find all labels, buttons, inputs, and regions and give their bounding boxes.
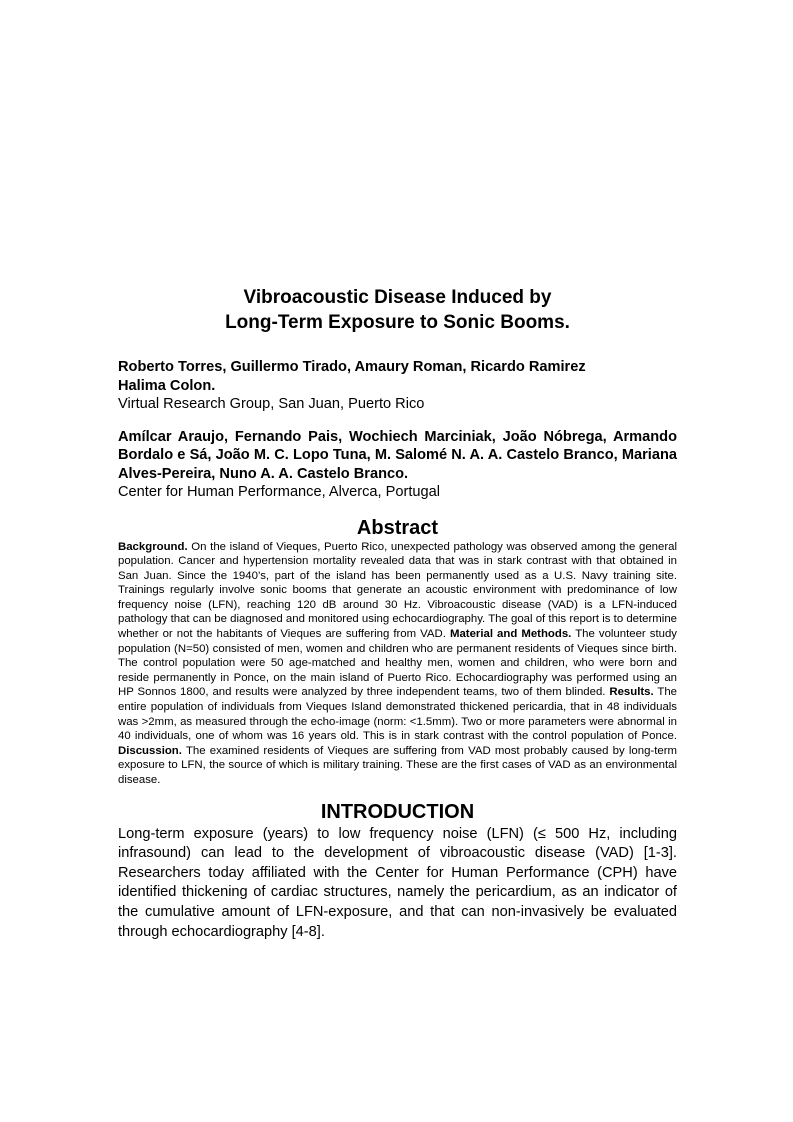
abstract-discussion-text: The examined residents of Vieques are suffering from VAD most probably caused by long-term exposure to LFN, the source of which is military training. These are the first cases of VAD as an environmental disease. [118, 744, 677, 786]
abstract-body [118, 540, 677, 788]
abstract-background-text: On the island of Vieques, Puerto Rico, unexpected pathology was observed among the general population. Cancer and hypertension mortality revealed data that was in stark contrast with that obtained in San Juan. Since the 1940’s, part of the island has been permanently used as a U.S. Navy training site. Trainings regularly involve sonic booms that generate an acoustic environment with predominance of low frequency noise (LFN), reaching 120 dB around 30 Hz. Vibroacoustic disease (VAD) is a LFN-induced pathology that can be diagnosed and monitored using echocardiography. The goal of this report is to determine whether or not the habitants of Vieques are suffering from VAD. [118, 540, 677, 641]
introduction-heading: INTRODUCTION [320, 800, 475, 823]
affiliation-group-2: Center for Human Performance, Alverca, Portugal [118, 484, 441, 500]
abstract-background-label: Background. [118, 540, 188, 553]
authors-group-1-line-2: Halima Colon. [118, 377, 216, 394]
abstract-methods-label: Material and Methods. [449, 628, 572, 641]
author-group-1 [118, 358, 677, 414]
paper-page [118, 285, 677, 942]
paper-title [118, 285, 677, 335]
abstract-results-text: The entire population of individuals from Vieques Island demonstrated thickened pericardia, that in 48 individuals was >2mm, as measured through the echo-image (norm: <1.5mm). Two or more parameters were abnormal in 40 individuals, one of whom was 16 years old. This is in stark contrast with the control population of Ponce. [118, 686, 677, 743]
abstract-methods-text: The volunteer study population (N=50) consisted of men, women and children who are permanent residents of Vieques since birth. The control population were 50 age-matched and healthy men, women and children, who were born and reside permanently in Ponce, on the main island of Puerto Rico. Echocardiography was performed using an HP Sonnos 1800, and results were analyzed by three independent teams, two of them blinded. [118, 628, 677, 699]
abstract-heading: Abstract [356, 516, 439, 539]
title-line-2: Long-Term Exposure to Sonic Booms. [225, 312, 570, 333]
authors-group-2: Amílcar Araujo, Fernando Pais, Wochiech Marciniak, João Nóbrega, Armando Bordalo e Sá, João M. C. Lopo Tuna, M. Salomé N. A. A. Castelo Branco, Mariana Alves-Pereira, Nuno A. A. Castelo Branco. [118, 428, 677, 482]
author-group-2 [118, 428, 677, 502]
affiliation-group-1: Virtual Research Group, San Juan, Puerto Rico [118, 396, 425, 412]
abstract-results-label: Results. [609, 686, 654, 699]
abstract-discussion-label: Discussion. [118, 744, 182, 757]
title-line-1: Vibroacoustic Disease Induced by [243, 287, 552, 308]
authors-group-1-line-1: Roberto Torres, Guillermo Tirado, Amaury Roman, Ricardo Ramirez [118, 359, 586, 375]
introduction-body: Long-term exposure (years) to low frequency noise (LFN) (≤ 500 Hz, including infrasound) can lead to the development of vibroacoustic disease (VAD) [1-3]. Researchers today affiliated with the Center for Human Performance (CPH) have identified thickening of cardiac structures, namely the pericardium, as an indicator of the cumulative amount of LFN-exposure, and that can non-invasively be evaluated through echocardiography [4-8]. [118, 825, 677, 940]
